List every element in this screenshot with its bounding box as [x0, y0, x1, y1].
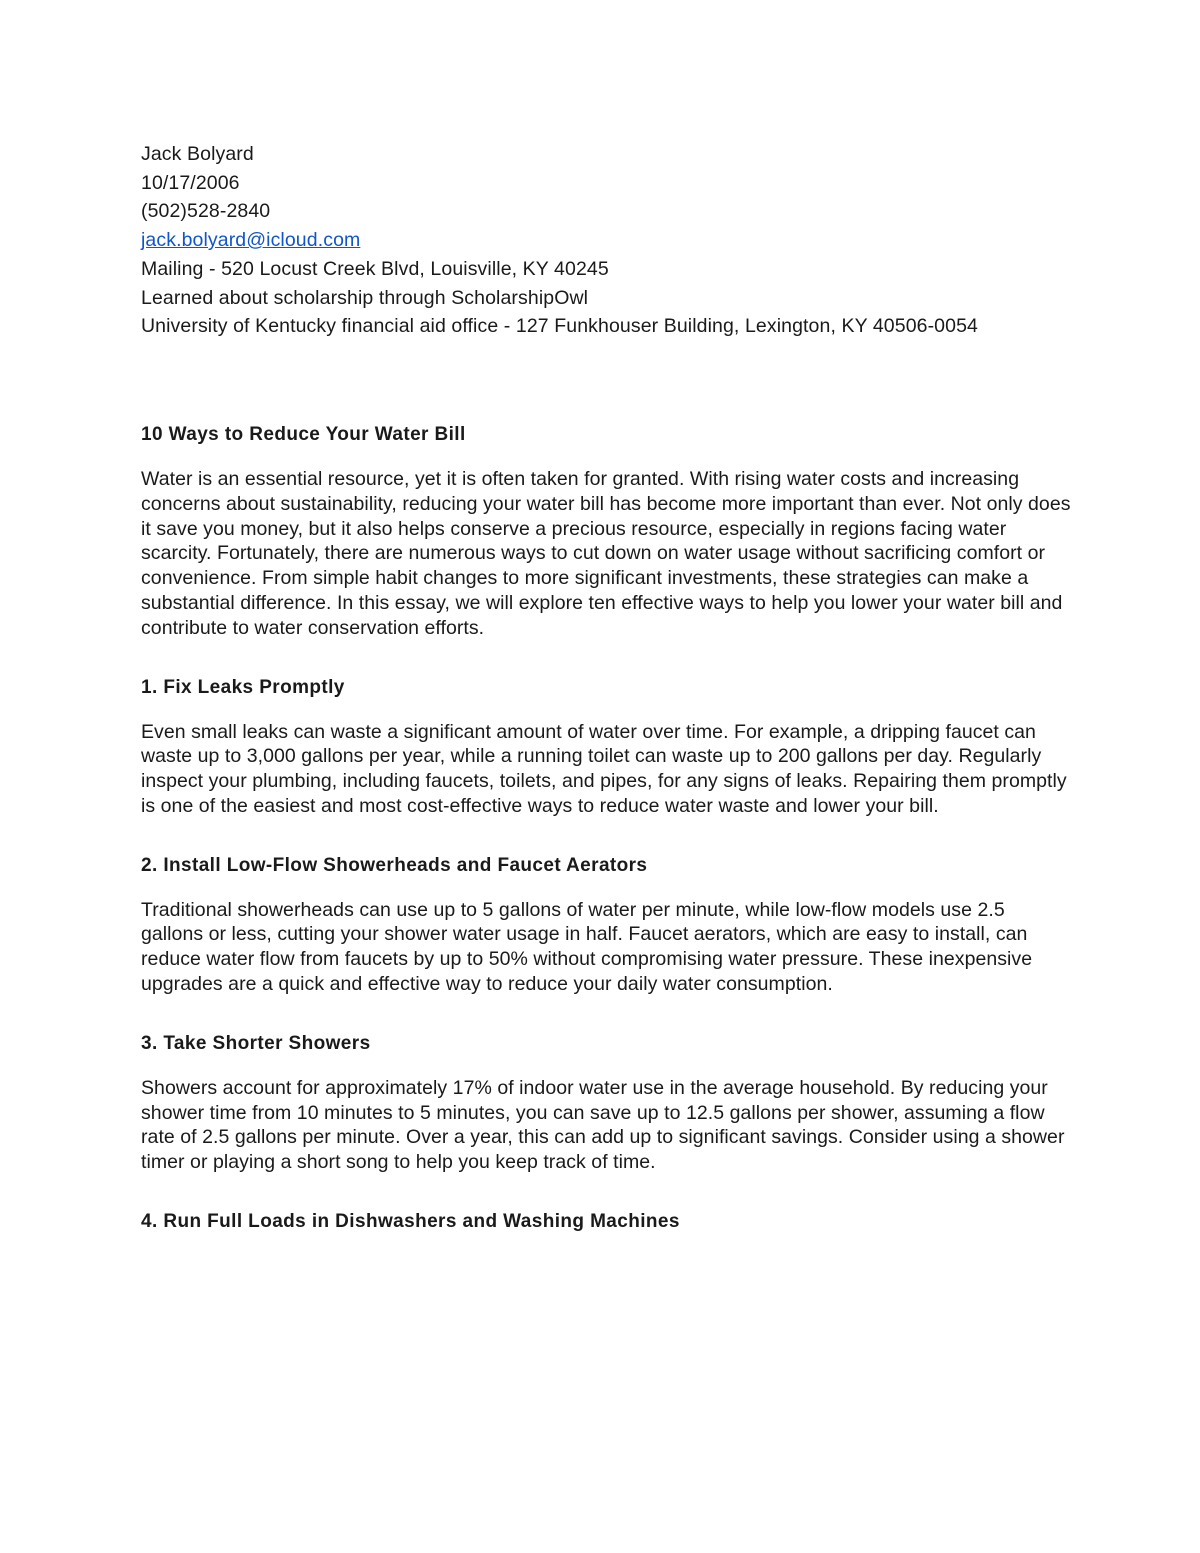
author-email-link[interactable]: jack.bolyard@icloud.com — [141, 229, 361, 252]
essay-intro: Water is an essential resource, yet it is often taken for granted. With rising water costs and increasing concerns about sustainability, reducing your water bill has become more important than ever. Not only does it save you money, but it also helps conserve a precious resource, especially in regions facing water scarcity. Fortunately, there are numerous ways to cut down on water usage without sacrificing comfort or convenience. From simple habit changes to more significant investments, these strategies can make a substantial difference. In this essay, we will explore ten effective ways to help you lower your water bill and contribute to water conservation efforts. — [141, 467, 1071, 639]
author-phone: (502)528-2840 — [141, 200, 271, 223]
essay-title: 10 Ways to Reduce Your Water Bill — [141, 423, 466, 445]
scholarship-source: Learned about scholarship through ScholarshipOwl — [141, 286, 589, 309]
author-name: Jack Bolyard — [141, 143, 254, 165]
contact-header — [141, 140, 1071, 341]
financial-aid-office: University of Kentucky financial aid office - 127 Funkhouser Building, Lexington, KY 40506-0054 — [141, 315, 978, 338]
section-heading-1: 1. Fix Leaks Promptly — [141, 676, 345, 698]
document-content — [141, 140, 1071, 1236]
section-body-2: Traditional showerheads can use up to 5 gallons of water per minute, while low-flow models use 2.5 gallons or less, cutting your shower water usage in half. Faucet aerators, which are easy to install, can reduce water flow from faucets by up to 50% without compromising water pressure. These inexpensive upgrades are a quick and effective way to reduce your daily water consumption. — [141, 898, 1033, 996]
section-heading-4: 4. Run Full Loads in Dishwashers and Washing Machines — [141, 1211, 680, 1233]
section-heading-2: 2. Install Low-Flow Showerheads and Faucet Aerators — [141, 854, 648, 876]
author-date: 10/17/2006 — [141, 171, 240, 194]
section-body-3: Showers account for approximately 17% of indoor water use in the average household. By reducing your shower time from 10 minutes to 5 minutes, you can save up to 12.5 gallons per shower, assuming a flow rate of 2.5 gallons per minute. Over a year, this can add up to significant savings. Consider using a shower timer or playing a short song to help you keep track of time. — [141, 1076, 1065, 1174]
section-body-1: Even small leaks can waste a significant amount of water over time. For example, a dripping faucet can waste up to 3,000 gallons per year, while a running toilet can waste up to 200 gallons per day. Regularly inspect your plumbing, including faucets, toilets, and pipes, for any signs of leaks. Repairing them promptly is one of the easiest and most cost-effective ways to reduce water waste and lower your bill. — [141, 720, 1067, 817]
mailing-address: Mailing - 520 Locust Creek Blvd, Louisville, KY 40245 — [141, 257, 609, 280]
section-heading-3: 3. Take Shorter Showers — [141, 1032, 371, 1054]
